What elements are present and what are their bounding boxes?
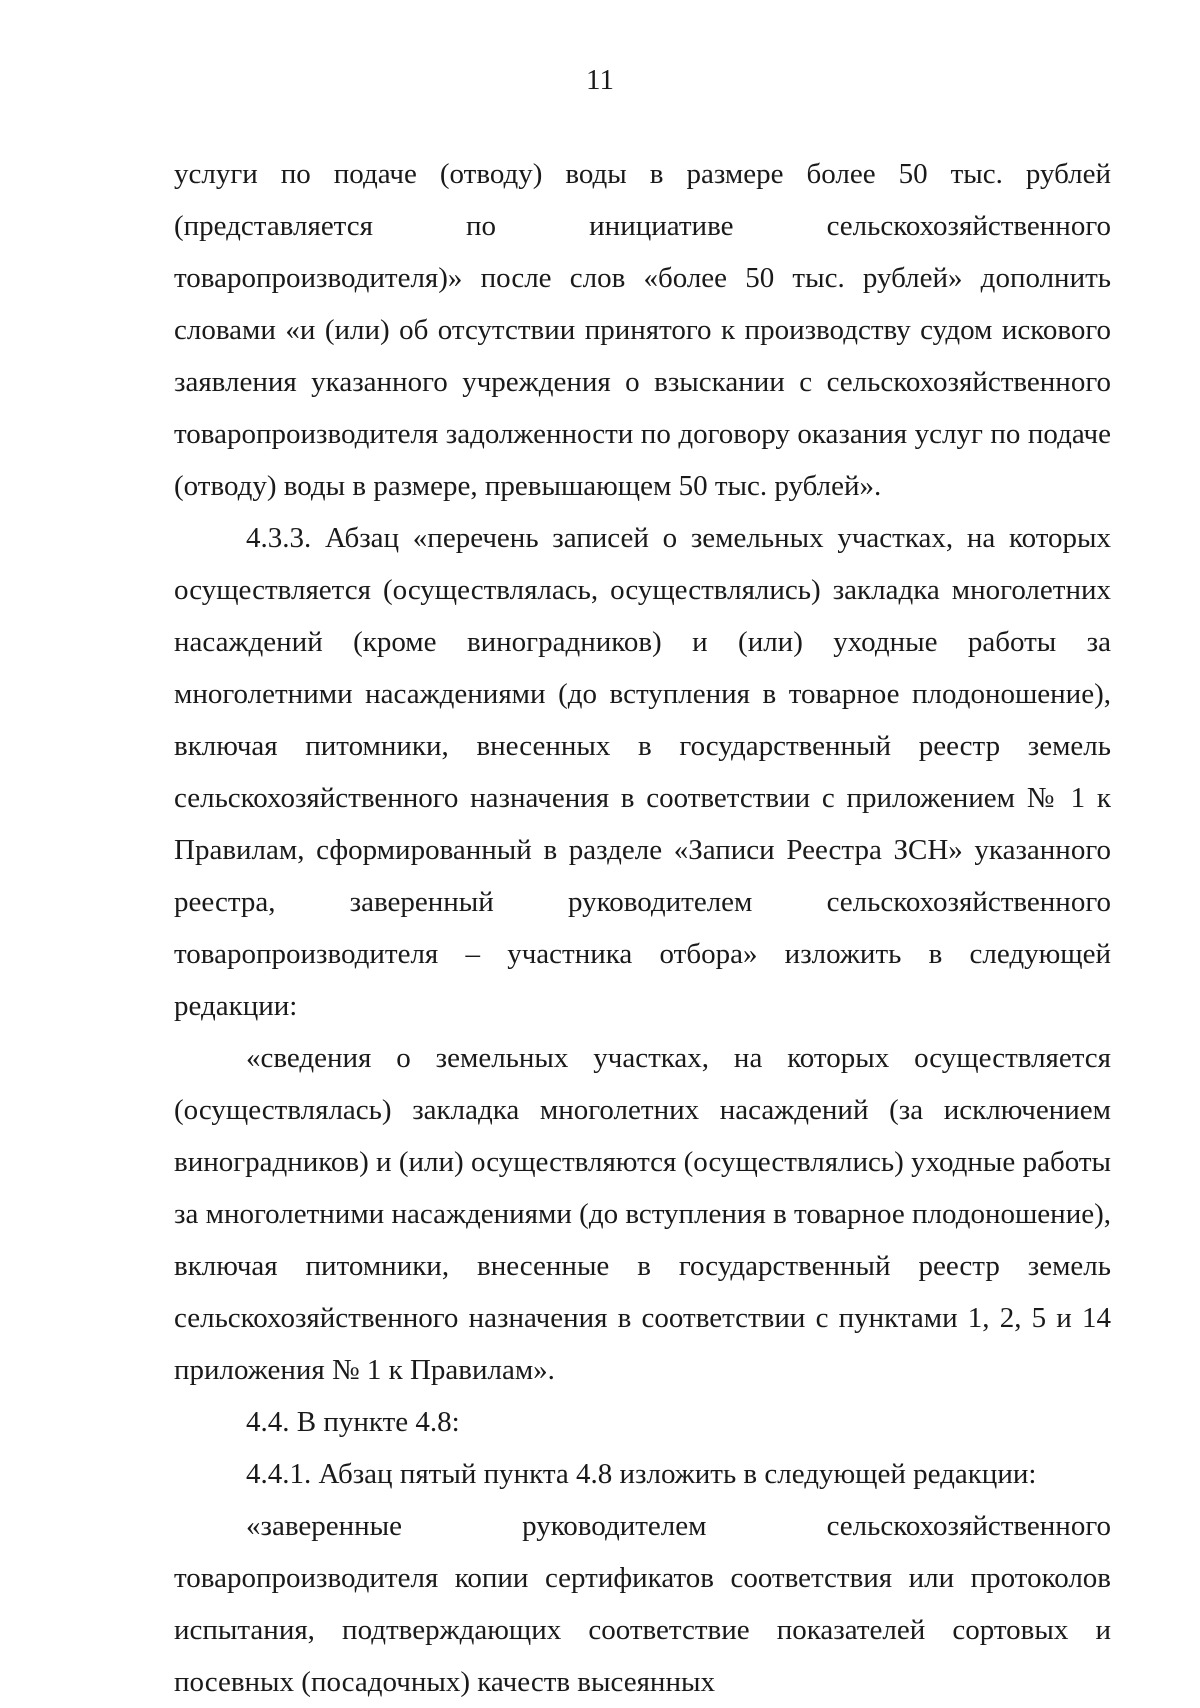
paragraph-certified-copies: «заверенные руководителем сельскохозяйственного товаропроизводителя копии сертификатов соответствия или протоколов испытания, подтверждающих соответствие показателей сортовых и посевных (посадочных) качеств высеянных: [174, 1510, 1111, 1698]
paragraph-water-supply-debt: услуги по подаче (отводу) воды в размере более 50 тыс. рублей (представляется по инициативе сельскохозяйственного товаропроизводителя)» после слов «более 50 тыс. рублей» дополнить словами «и (или) об отсутствии принятого к производству судом искового заявления указанного учреждения о взыскании с сельскохозяйственного товаропроизводителя задолженности по договору оказания услуг по подаче (отводу) воды в размере, превышающем 50 тыс. рублей».: [174, 158, 1111, 502]
paragraph-4-4: 4.4. В пункте 4.8:: [246, 1406, 460, 1438]
paragraph-4-4-1: 4.4.1. Абзац пятый пункта 4.8 изложить в следующей редакции:: [246, 1458, 1037, 1490]
page-number: 11: [586, 64, 614, 96]
paragraph-new-wording-land-plots: «сведения о земельных участках, на которых осуществляется (осуществлялась) закладка многолетних насаждений (за исключением виноградников) и (или) осуществляются (осуществлялись) уходные работы за многолетними насаждениями (до вступления в товарное плодоношение), включая питомники, внесенные в государственный реестр земель сельскохозяйственного назначения в соответствии с пунктами 1, 2, 5 и 14 приложения № 1 к Правилам».: [174, 1042, 1111, 1386]
paragraph-4-3-3: 4.3.3. Абзац «перечень записей о земельных участках, на которых осуществляется (осуществлялась, осуществлялись) закладка многолетних насаждений (кроме виноградников) и (или) уходные работы за многолетними насаждениями (до вступления в товарное плодоношение), включая питомники, внесенных в государственный реестр земель сельскохозяйственного назначения в соответствии с приложением № 1 к Правилам, сформированный в разделе «Записи Реестра ЗСН» указанного реестра, заверенный руководителем сельскохозяйственного товаропроизводителя – участника отбора» изложить в следующей редакции:: [174, 522, 1111, 1022]
document-body: [174, 148, 1111, 1708]
